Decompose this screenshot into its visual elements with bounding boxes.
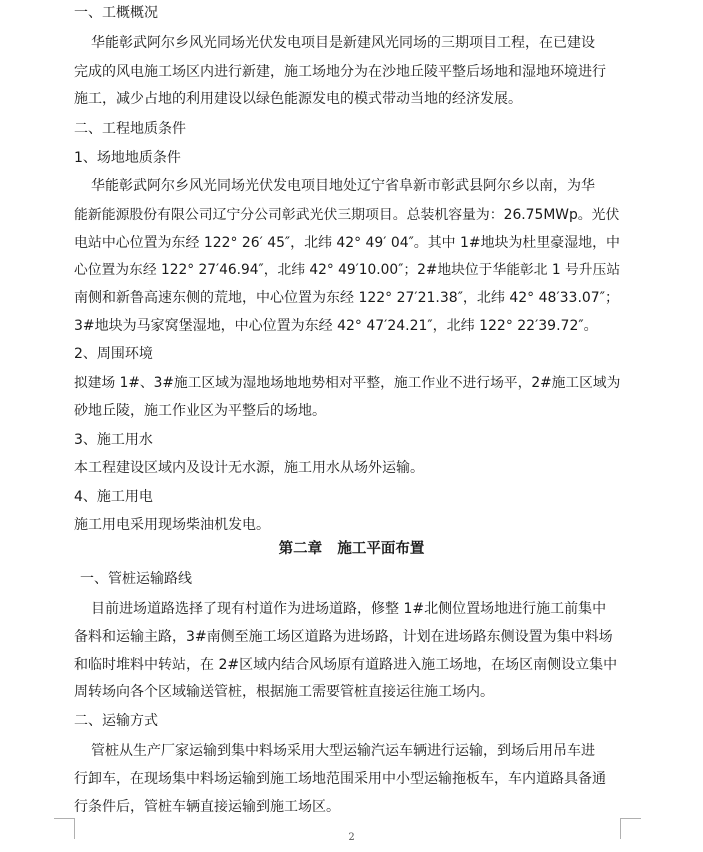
subheading-surroundings: 2、周围环境 [74, 346, 153, 362]
paragraph-line: 行卸车，在现场集中料场运输到施工场地范围采用中小型运输拖板车，车内道路具备通 [74, 771, 606, 787]
page-number: 2 [348, 832, 355, 843]
chapter-title: 第二章 施工平面布置 [278, 541, 425, 557]
subheading-site-geology: 1、场地地质条件 [74, 150, 181, 166]
paragraph-line: 周转场向各个区域输送管桩，根据施工需要管桩直接运往施工场内。 [74, 684, 494, 700]
paragraph-line: 3#地块为马家窝堡湿地，中心位置为东经 42° 47′24.21″，北纬 122° 22′39.72″。 [74, 318, 598, 334]
paragraph-line: 能新能源股份有限公司辽宁分公司彰武光伏三期项目。总装机容量为：26.75MWp。光伏 [74, 207, 620, 223]
subheading-water: 3、施工用水 [74, 432, 153, 448]
paragraph-line: 行条件后，管桩车辆直接运输到施工场区。 [74, 799, 340, 815]
paragraph-line: 施工，减少占地的利用建设以绿色能源发电的模式带动当地的经济发展。 [74, 91, 522, 107]
paragraph-line: 完成的风电施工场区内进行新建，施工场地分为在沙地丘陵平整后场地和湿地环境进行 [74, 64, 606, 80]
paragraph-line: 拟建场 1#、3#施工区域为湿地场地地势相对平整，施工作业不进行场平，2#施工区域为 [74, 375, 621, 391]
paragraph-line: 华能彰武阿尔乡风光同场光伏发电项目地处辽宁省阜新市彰武县阿尔乡以南，为华 [91, 178, 595, 194]
paragraph-line: 施工用电采用现场柴油机发电。 [74, 517, 270, 533]
paragraph-line: 华能彰武阿尔乡风光同场光伏发电项目是新建风光同场的三期项目工程，在已建设 [91, 35, 595, 51]
paragraph-line: 南侧和新鲁高速东侧的荒地，中心位置为东经 122° 27′21.38″，北纬 42° 48′33.07″； [74, 290, 619, 306]
paragraph-line: 心位置为东经 122° 27′46.94″，北纬 42° 49′10.00″；2#地块位于华能彰北 1 号升压站 [74, 262, 621, 278]
paragraph-line: 电站中心位置为东经 122° 26′ 45″，北纬 42° 49′ 04″。其中 1#地块为杜里豪湿地，中 [74, 235, 620, 251]
paragraph-line: 和临时堆料中转站，在 2#区域内结合风场原有道路进入施工场地，在场区南侧设立集中 [74, 657, 618, 673]
paragraph-line: 本工程建设区域内及设计无水源，施工用水从场外运输。 [74, 460, 424, 476]
heading-project-overview: 一、工概概况 [74, 5, 158, 21]
subheading-power: 4、施工用电 [74, 489, 153, 505]
heading-geology: 二、工程地质条件 [74, 121, 186, 137]
paragraph-line: 目前进场道路选择了现有村道作为进场道路，修整 1#北侧位置场地进行施工前集中 [91, 601, 607, 617]
heading-transport-method: 二、运输方式 [74, 713, 158, 729]
heading-pile-transport-route: 一、管桩运输路线 [80, 571, 192, 587]
paragraph-line: 管桩从生产厂家运输到集中料场采用大型运输汽运车辆进行运输，到场后用吊车进 [91, 743, 595, 759]
paragraph-line: 砂地丘陵，施工作业区为平整后的场地。 [74, 403, 326, 419]
paragraph-line: 备料和运输主路，3#南侧至施工场区道路为进场路，计划在进场路东侧设置为集中料场 [74, 629, 613, 645]
